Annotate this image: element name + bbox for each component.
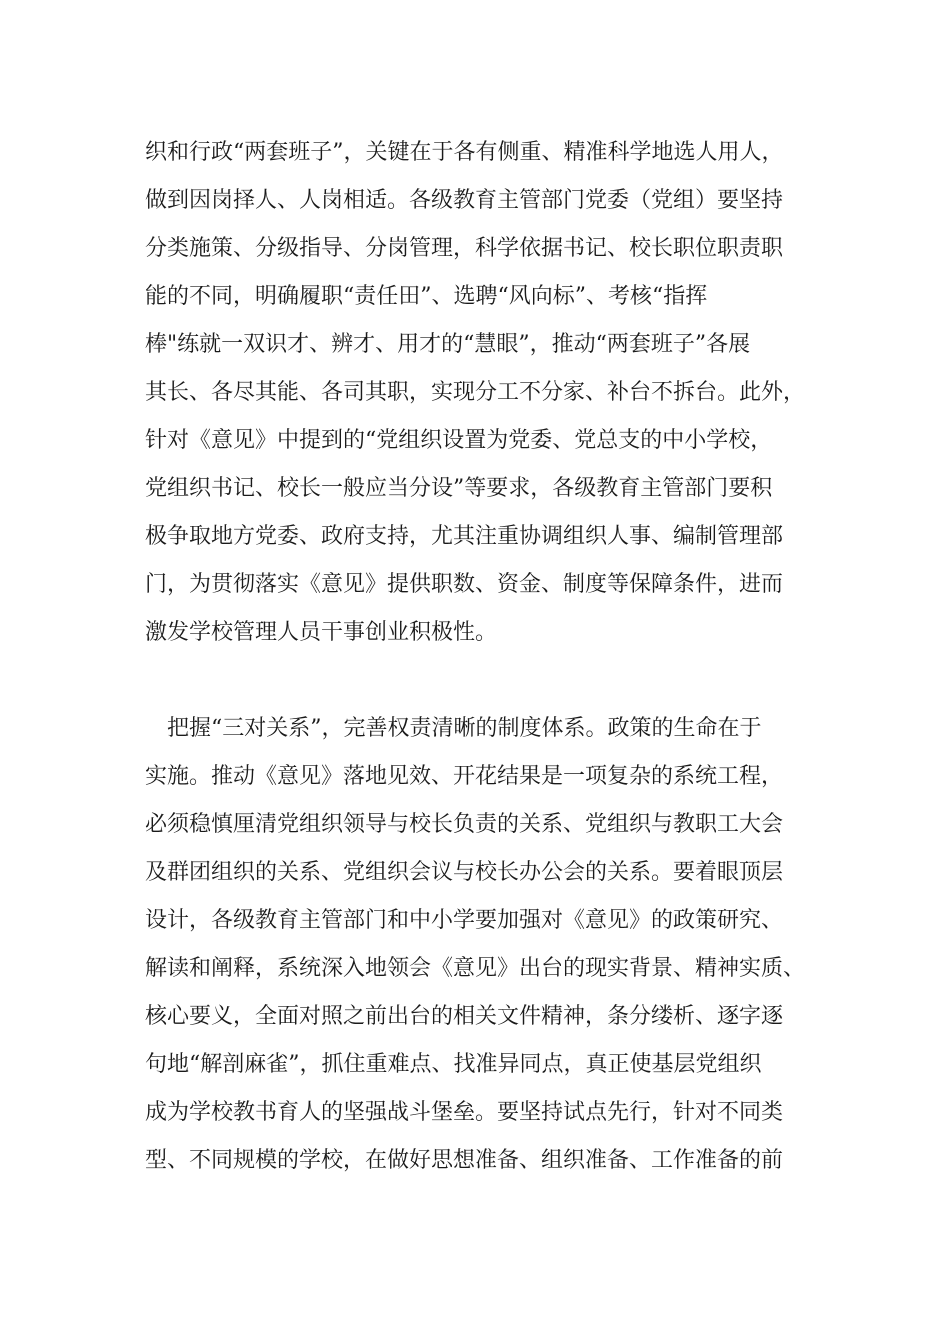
text-line: 成为学校教书育人的坚强战斗堡垒。要坚持试点先行，针对不同类 xyxy=(145,1100,784,1125)
text-line: 其长、各尽其能、各司其职，实现分工不分家、补台不拆台。此外， xyxy=(145,380,806,405)
text-line: 型、不同规模的学校，在做好思想准备、组织准备、工作准备的前 xyxy=(145,1148,784,1173)
text-line: 分类施策、分级指导、分岗管理，科学依据书记、校长职位职责职 xyxy=(145,236,784,261)
text-line: 织和行政“两套班子”，关键在于各有侧重、精准科学地选人用人， xyxy=(145,140,784,165)
text-line: 针对《意见》中提到的“党组织设置为党委、党总支的中小学校， xyxy=(145,428,773,453)
text-line: 棒"练就一双识才、辨才、用才的“慧眼”，推动“两套班子”各展 xyxy=(145,332,751,357)
text-line: 党组织书记、校长一般应当分设”等要求，各级教育主管部门要积 xyxy=(145,476,773,501)
text-line: 句地“解剖麻雀”，抓住重难点、找准异同点，真正使基层党组织 xyxy=(145,1052,762,1077)
text-line: 极争取地方党委、政府支持，尤其注重协调组织人事、编制管理部 xyxy=(145,524,784,549)
paragraph-1 xyxy=(145,129,825,657)
text-line: 能的不同，明确履职“责任田”、选聘“风向标”、考核“指挥 xyxy=(145,284,708,309)
text-line: 必须稳慎厘清党组织领导与校长负责的关系、党组织与教职工大会 xyxy=(145,812,784,837)
text-line: 门，为贯彻落实《意见》提供职数、资金、制度等保障条件，进而 xyxy=(145,572,784,597)
text-line: 核心要义，全面对照之前出台的相关文件精神，条分缕析、逐字逐 xyxy=(145,1004,784,1029)
text-line: 把握“三对关系”，完善权责清晰的制度体系。政策的生命在于 xyxy=(145,716,762,741)
text-line: 激发学校管理人员干事创业积极性。 xyxy=(145,620,498,645)
paragraph-2 xyxy=(145,705,825,1185)
text-line: 及群团组织的关系、党组织会议与校长办公会的关系。要着眼顶层 xyxy=(145,860,784,885)
text-line: 解读和阐释，系统深入地领会《意见》出台的现实背景、精神实质、 xyxy=(145,956,806,981)
text-line: 设计，各级教育主管部门和中小学要加强对《意见》的政策研究、 xyxy=(145,908,784,933)
text-line: 实施。推动《意见》落地见效、开花结果是一项复杂的系统工程， xyxy=(145,764,784,789)
text-line: 做到因岗择人、人岗相适。各级教育主管部门党委（党组）要坚持 xyxy=(145,188,784,213)
